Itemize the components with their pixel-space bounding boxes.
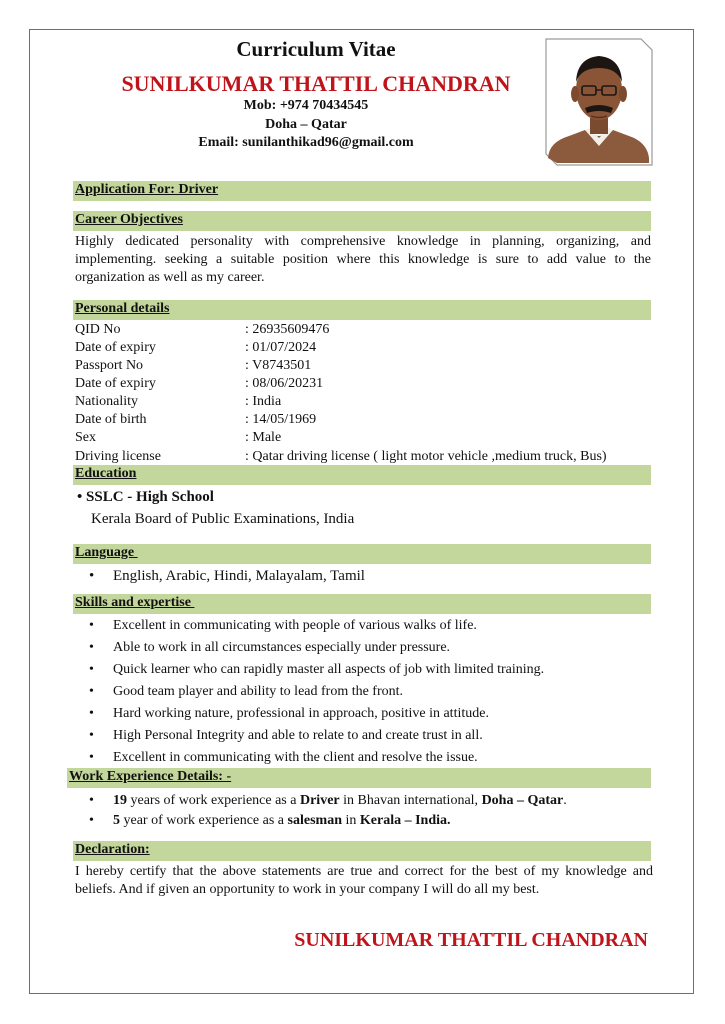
education-board: Kerala Board of Public Examinations, India — [91, 511, 355, 527]
location: Doha – Qatar — [265, 117, 347, 132]
bullet: • — [77, 489, 83, 505]
education-degree-text: SSLC - High School — [86, 489, 214, 505]
personal-label: Date of expiry — [75, 376, 156, 391]
personal-row — [75, 429, 655, 447]
career-objective-text: Highly dedicated personality with comprehensive knowledge in planning, organizing, and implementing. seeking a suitable position where this knowledge is sure to add value to the organization as well as my career. — [75, 234, 651, 285]
section-personal-title: Personal details — [75, 301, 170, 316]
skill-text: Quick learner who can rapidly master all aspects of job with limited training. — [113, 662, 545, 677]
bullet: • — [89, 793, 94, 808]
work-role: salesman — [287, 813, 342, 828]
personal-value: : V8743501 — [245, 358, 312, 373]
personal-label: QID No — [75, 322, 121, 337]
section-work — [67, 768, 651, 788]
bullet: • — [89, 684, 94, 699]
personal-row — [75, 411, 655, 429]
work-text-part: in — [341, 813, 360, 828]
bullet: • — [89, 568, 95, 584]
personal-row — [75, 321, 655, 339]
language-list: English, Arabic, Hindi, Malayalam, Tamil — [113, 568, 365, 584]
bullet: • — [89, 750, 94, 765]
section-work-title: Work Experience Details: - — [69, 769, 232, 784]
skill-text: High Personal Integrity and able to relate to and create trust in all. — [113, 728, 483, 743]
skill-text: Good team player and ability to lead from the front. — [113, 684, 404, 699]
section-declaration — [73, 841, 651, 861]
personal-label: Date of expiry — [75, 340, 156, 355]
bullet: • — [89, 728, 94, 743]
skill-text: Able to work in all circumstances especially under pressure. — [113, 640, 451, 655]
section-skills — [73, 594, 651, 614]
personal-label: Nationality — [75, 394, 138, 409]
education-degree — [77, 489, 214, 506]
section-application-title: Application For: Driver — [75, 182, 219, 197]
personal-value: : India — [245, 394, 282, 409]
work-text-part: in Bhavan international, — [339, 793, 482, 808]
section-declaration-title: Declaration: — [75, 842, 150, 857]
personal-label: Driving license — [75, 449, 161, 464]
work-place: Kerala – India. — [359, 813, 451, 828]
bullet: • — [89, 640, 94, 655]
work-role: Driver — [299, 793, 340, 808]
personal-row — [75, 339, 655, 357]
email: Email: sunilanthikad96@gmail.com — [198, 135, 414, 150]
personal-row — [75, 375, 655, 393]
section-career-title: Career Objectives — [75, 212, 183, 227]
work-text-part: year of work experience as a — [120, 813, 288, 828]
bullet: • — [89, 662, 94, 677]
work-years: 5 — [113, 813, 120, 828]
personal-value: : 14/05/1969 — [245, 412, 317, 427]
section-skills-title: Skills and expertise — [75, 595, 195, 610]
personal-label: Date of birth — [75, 412, 147, 427]
section-language — [73, 544, 651, 564]
profile-photo — [545, 38, 653, 166]
section-application — [73, 181, 651, 201]
bullet: • — [89, 813, 94, 828]
work-text — [113, 792, 567, 810]
skill-text: Excellent in communicating with the client and resolve the issue. — [113, 750, 478, 765]
work-text-part: . — [563, 793, 567, 808]
work-years: 19 — [113, 793, 127, 808]
section-education-title: Education — [75, 466, 137, 481]
skill-text: Excellent in communicating with people of various walks of life. — [113, 618, 477, 633]
personal-value: : 01/07/2024 — [245, 340, 317, 355]
personal-label: Sex — [75, 430, 96, 445]
personal-value: : Male — [245, 430, 282, 445]
personal-row — [75, 357, 655, 375]
cv-title: Curriculum Vitae — [236, 37, 396, 61]
work-text-part: years of work experience as a — [127, 793, 300, 808]
bullet: • — [89, 618, 94, 633]
declaration-text: I hereby certify that the above statements are true and correct for the best of my knowledge and beliefs. And if given an opportunity to work in your company I will do all my best. — [75, 864, 653, 897]
work-text — [113, 812, 451, 830]
personal-value: : 26935609476 — [245, 322, 330, 337]
section-education — [73, 465, 651, 485]
personal-value: : 08/06/20231 — [245, 376, 324, 391]
section-personal — [73, 300, 651, 320]
signature-name: SUNILKUMAR THATTIL CHANDRAN — [294, 929, 648, 951]
section-language-title: Language — [75, 545, 138, 560]
mobile-number: Mob: +974 70434545 — [243, 98, 369, 113]
personal-row — [75, 448, 655, 466]
candidate-name: SUNILKUMAR THATTIL CHANDRAN — [121, 71, 511, 96]
skill-text: Hard working nature, professional in approach, positive in attitude. — [113, 706, 489, 721]
personal-value: : Qatar driving license ( light motor vehicle ,medium truck, Bus) — [245, 449, 607, 464]
personal-row — [75, 393, 655, 411]
section-career — [73, 211, 651, 231]
bullet: • — [89, 706, 94, 721]
personal-label: Passport No — [75, 358, 144, 373]
work-place: Doha – Qatar — [481, 793, 564, 808]
